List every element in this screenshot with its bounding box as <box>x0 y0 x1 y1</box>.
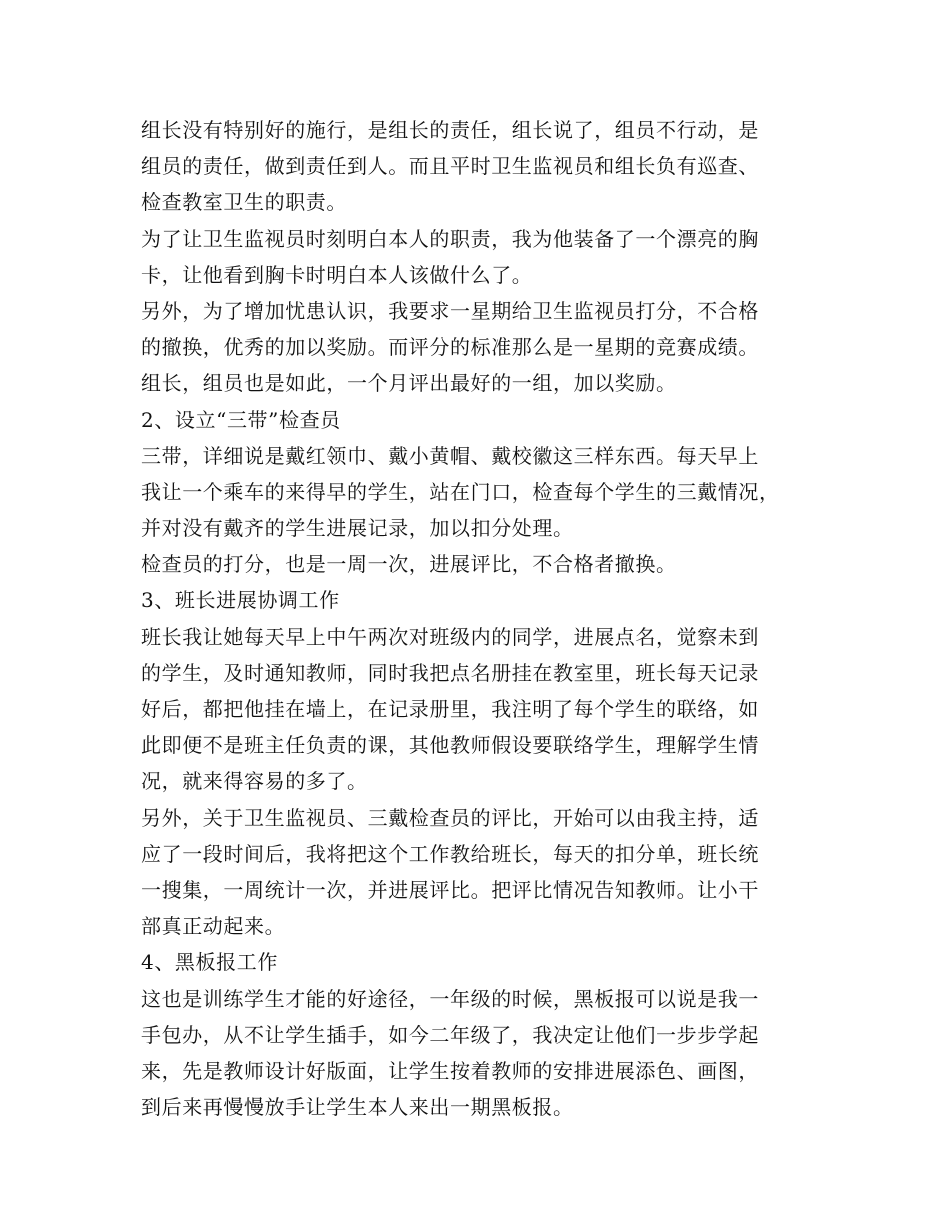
text-line: 检查员的打分，也是一周一次，进展评比，不合格者撤换。 <box>141 552 677 577</box>
section-heading: 3、班长进展协调工作 <box>141 588 340 613</box>
document-body <box>141 112 831 1125</box>
text-line: 检查教室卫生的职责。 <box>141 190 347 215</box>
text-line: 此即便不是班主任负责的课，其他教师假设要联络学生，理解学生情 <box>141 733 759 758</box>
text-line: 另外，关于卫生监视员、三戴检查员的评比，开始可以由我主持，适 <box>141 805 759 830</box>
text-line: 为了让卫生监视员时刻明白本人的职责，我为他装备了一个漂亮的胸 <box>141 226 759 251</box>
text-line: 三带，详细说是戴红领巾、戴小黄帽、戴校徽这三样东西。每天早上 <box>141 443 759 468</box>
text-line: 的学生，及时通知教师，同时我把点名册挂在教室里，班长每天记录 <box>141 660 759 685</box>
text-line: 并对没有戴齐的学生进展记录，加以扣分处理。 <box>141 516 574 541</box>
text-line: 这也是训练学生才能的好途径，一年级的时候，黑板报可以说是我一 <box>141 986 759 1011</box>
text-line: 班长我让她每天早上中午两次对班级内的同学，进展点名，觉察未到 <box>141 624 759 649</box>
text-line: 来，先是教师设计好版面，让学生按着教师的安排进展添色、画图， <box>141 1058 759 1083</box>
text-line: 组长没有特别好的施行，是组长的责任，组长说了，组员不行动，是 <box>141 118 759 142</box>
text-line: 一搜集，一周统计一次，并进展评比。把评比情况告知教师。让小干 <box>141 877 759 902</box>
text-line: 部真正动起来。 <box>141 914 286 939</box>
text-line: 的撤换，优秀的加以奖励。而评分的标准那么是一星期的竞赛成绩。 <box>141 335 759 360</box>
section-heading: 4、黑板报工作 <box>141 950 278 975</box>
text-line: 组员的责任，做到责任到人。而且平时卫生监视员和组长负有巡查、 <box>141 154 759 179</box>
text-line: 组长，组员也是如此，一个月评出最好的一组，加以奖励。 <box>141 371 677 396</box>
text-line: 况，就来得容易的多了。 <box>141 769 368 794</box>
text-line: 我让一个乘车的来得早的学生，站在门口，检查每个学生的三戴情况， <box>141 479 780 504</box>
section-heading: 2、设立“三带”检查员 <box>141 407 341 432</box>
text-line: 手包办，从不让学生插手，如今二年级了，我决定让他们一步步学起 <box>141 1022 759 1047</box>
text-line: 应了一段时间后，我将把这个工作教给班长，每天的扣分单，班长统 <box>141 841 759 866</box>
text-line: 到后来再慢慢放手让学生本人来出一期黑板报。 <box>141 1095 574 1120</box>
text-line: 另外，为了增加忧患认识，我要求一星期给卫生监视员打分，不合格 <box>141 298 759 323</box>
text-line: 好后，都把他挂在墙上，在记录册里，我注明了每个学生的联络，如 <box>141 697 759 721</box>
text-line: 卡，让他看到胸卡时明白本人该做什么了。 <box>141 262 533 287</box>
